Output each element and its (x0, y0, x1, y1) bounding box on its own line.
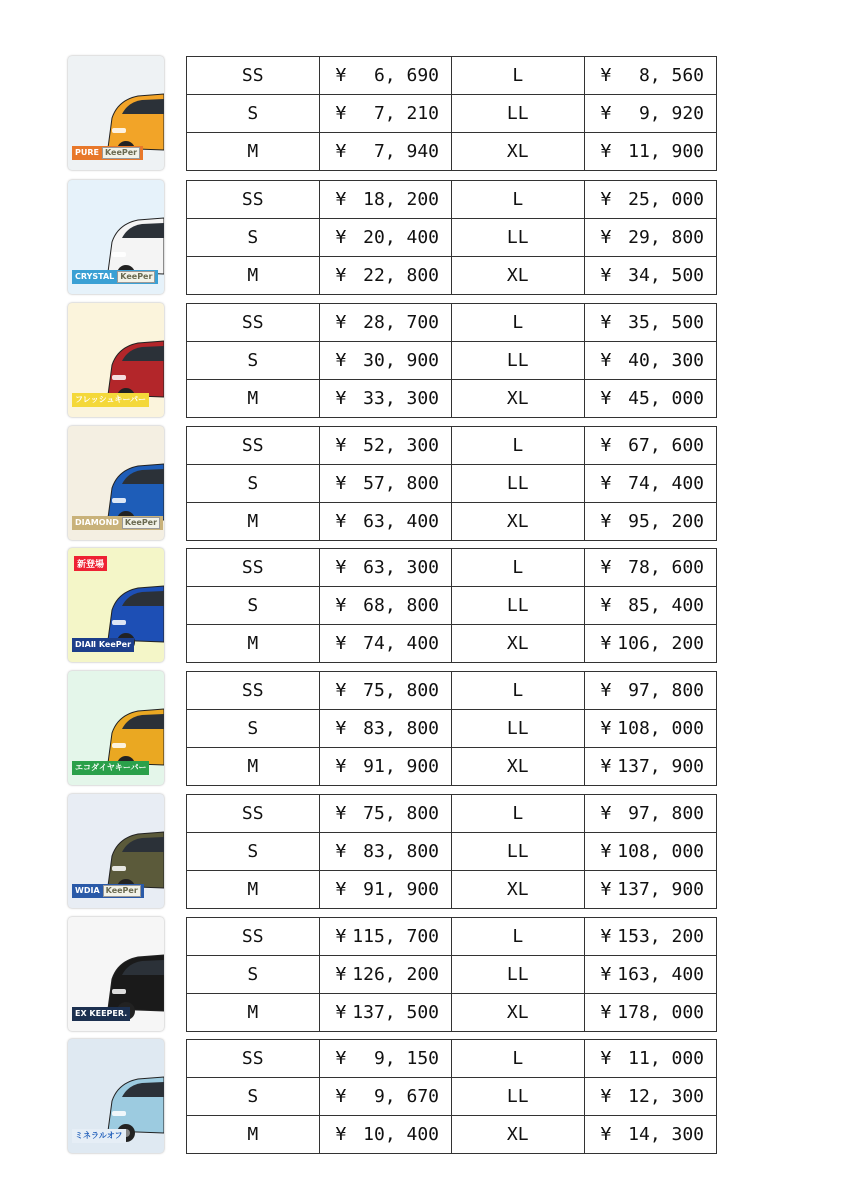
yen-sign: ¥ (600, 265, 612, 286)
car-thumbnail (68, 671, 164, 785)
yen-sign: ¥ (335, 103, 347, 124)
price-value: 95, 200 (628, 511, 704, 532)
yen-sign: ¥ (600, 350, 612, 371)
table-row (187, 795, 717, 833)
coating-label (72, 638, 134, 652)
size-cell: SS (187, 57, 320, 95)
size-cell: M (187, 133, 320, 171)
yen-sign: ¥ (600, 141, 612, 162)
price-value: 137, 500 (352, 1002, 439, 1023)
price-cell (319, 257, 452, 295)
price-value: 10, 400 (363, 1124, 439, 1145)
table-row (187, 380, 717, 418)
price-cell (584, 833, 717, 871)
yen-sign: ¥ (335, 803, 347, 824)
price-cell (319, 1078, 452, 1116)
price-cell (584, 219, 717, 257)
price-cell (319, 587, 452, 625)
price-value: 22, 800 (363, 265, 439, 286)
price-value: 30, 900 (363, 350, 439, 371)
yen-sign: ¥ (600, 1124, 612, 1145)
size-cell: S (187, 833, 320, 871)
price-cell (584, 465, 717, 503)
size-cell: LL (452, 219, 585, 257)
price-cell (584, 304, 717, 342)
table-row (187, 587, 717, 625)
size-cell: XL (452, 625, 585, 663)
size-cell: S (187, 95, 320, 133)
table-row (187, 672, 717, 710)
price-value: 6, 690 (373, 65, 439, 86)
price-cell (584, 95, 717, 133)
coating-block (68, 180, 728, 296)
price-value: 25, 000 (628, 189, 704, 210)
keeper-tag: KeePer (102, 147, 140, 159)
price-table (186, 303, 717, 418)
yen-sign: ¥ (335, 388, 347, 409)
price-value: 108, 000 (617, 718, 704, 739)
size-cell: M (187, 625, 320, 663)
yen-sign: ¥ (600, 718, 612, 739)
price-cell (319, 1116, 452, 1154)
coating-block (68, 1039, 728, 1155)
price-table (186, 917, 717, 1032)
price-cell (319, 95, 452, 133)
price-cell (319, 57, 452, 95)
yen-sign: ¥ (600, 803, 612, 824)
yen-sign: ¥ (335, 265, 347, 286)
price-cell (319, 503, 452, 541)
size-cell: LL (452, 465, 585, 503)
price-value: 108, 000 (617, 841, 704, 862)
coating-name: EX KEEPER. (75, 1009, 128, 1018)
coating-block (68, 56, 728, 172)
car-thumbnail (68, 548, 164, 662)
price-cell (319, 181, 452, 219)
table-row (187, 956, 717, 994)
size-cell: L (452, 181, 585, 219)
yen-sign: ¥ (335, 557, 347, 578)
price-cell (319, 833, 452, 871)
size-cell: S (187, 710, 320, 748)
table-row (187, 465, 717, 503)
price-cell (319, 549, 452, 587)
coating-label (72, 1007, 130, 1021)
size-cell: S (187, 1078, 320, 1116)
table-row (187, 257, 717, 295)
yen-sign: ¥ (600, 473, 612, 494)
yen-sign: ¥ (335, 141, 347, 162)
price-value: 74, 400 (363, 633, 439, 654)
table-row (187, 1078, 717, 1116)
price-value: 91, 900 (363, 879, 439, 900)
yen-sign: ¥ (600, 557, 612, 578)
yen-sign: ¥ (335, 65, 347, 86)
size-cell: L (452, 795, 585, 833)
size-cell: LL (452, 587, 585, 625)
price-cell (584, 625, 717, 663)
price-value: 137, 900 (617, 879, 704, 900)
size-cell: L (452, 549, 585, 587)
yen-sign: ¥ (335, 964, 347, 985)
coating-block (68, 548, 728, 664)
yen-sign: ¥ (600, 680, 612, 701)
size-cell: L (452, 918, 585, 956)
coating-block (68, 303, 728, 419)
car-thumbnail (68, 426, 164, 540)
car-thumbnail (68, 917, 164, 1031)
yen-sign: ¥ (600, 189, 612, 210)
table-row (187, 57, 717, 95)
price-value: 74, 400 (628, 473, 704, 494)
price-cell (319, 342, 452, 380)
coating-label (72, 146, 143, 160)
size-cell: XL (452, 1116, 585, 1154)
yen-sign: ¥ (335, 227, 347, 248)
price-cell (584, 918, 717, 956)
coating-name: フレッシュキーパー (75, 395, 147, 404)
yen-sign: ¥ (335, 1124, 347, 1145)
price-cell (319, 304, 452, 342)
size-cell: SS (187, 549, 320, 587)
size-cell: SS (187, 795, 320, 833)
coating-name: WDIA (75, 886, 100, 895)
price-value: 52, 300 (363, 435, 439, 456)
yen-sign: ¥ (600, 633, 612, 654)
size-cell: LL (452, 342, 585, 380)
price-value: 18, 200 (363, 189, 439, 210)
table-row (187, 342, 717, 380)
new-badge: 新登場 (74, 556, 107, 571)
price-value: 153, 200 (617, 926, 704, 947)
price-cell (319, 380, 452, 418)
table-row (187, 427, 717, 465)
size-cell: LL (452, 710, 585, 748)
coating-label (72, 884, 144, 898)
size-cell: L (452, 1040, 585, 1078)
price-table (186, 671, 717, 786)
price-value: 7, 210 (373, 103, 439, 124)
price-value: 83, 800 (363, 718, 439, 739)
table-row (187, 95, 717, 133)
yen-sign: ¥ (600, 595, 612, 616)
coating-label (72, 393, 149, 407)
size-cell: M (187, 503, 320, 541)
price-cell (319, 465, 452, 503)
yen-sign: ¥ (335, 756, 347, 777)
size-cell: SS (187, 672, 320, 710)
price-cell (319, 748, 452, 786)
yen-sign: ¥ (335, 841, 347, 862)
price-table (186, 426, 717, 541)
price-value: 68, 800 (363, 595, 439, 616)
car-thumbnail (68, 180, 164, 294)
size-cell: SS (187, 427, 320, 465)
price-value: 178, 000 (617, 1002, 704, 1023)
price-value: 20, 400 (363, 227, 439, 248)
table-row (187, 1040, 717, 1078)
yen-sign: ¥ (600, 388, 612, 409)
yen-sign: ¥ (335, 435, 347, 456)
keeper-tag: KeePer (103, 885, 141, 897)
keeper-tag: KeePer (117, 271, 155, 283)
coating-name: ミネラルオフ (75, 1131, 123, 1140)
price-value: 106, 200 (617, 633, 704, 654)
price-cell (584, 380, 717, 418)
price-cell (319, 1040, 452, 1078)
table-row (187, 1116, 717, 1154)
yen-sign: ¥ (335, 680, 347, 701)
car-thumbnail (68, 303, 164, 417)
car-thumbnail (68, 794, 164, 908)
price-value: 57, 800 (363, 473, 439, 494)
table-row (187, 549, 717, 587)
size-cell: L (452, 672, 585, 710)
price-cell (584, 956, 717, 994)
price-value: 163, 400 (617, 964, 704, 985)
size-cell: M (187, 1116, 320, 1154)
price-cell (319, 918, 452, 956)
size-cell: L (452, 57, 585, 95)
size-cell: L (452, 427, 585, 465)
yen-sign: ¥ (600, 756, 612, 777)
yen-sign: ¥ (335, 350, 347, 371)
yen-sign: ¥ (600, 964, 612, 985)
price-value: 11, 000 (628, 1048, 704, 1069)
price-cell (319, 795, 452, 833)
price-cell (319, 994, 452, 1032)
price-cell (584, 1078, 717, 1116)
price-cell (584, 181, 717, 219)
size-cell: SS (187, 1040, 320, 1078)
coating-block (68, 671, 728, 787)
table-row (187, 304, 717, 342)
price-value: 91, 900 (363, 756, 439, 777)
price-value: 34, 500 (628, 265, 704, 286)
size-cell: XL (452, 748, 585, 786)
size-cell: M (187, 871, 320, 909)
price-value: 9, 920 (638, 103, 704, 124)
yen-sign: ¥ (600, 103, 612, 124)
price-cell (319, 956, 452, 994)
yen-sign: ¥ (600, 312, 612, 333)
price-cell (584, 795, 717, 833)
size-cell: SS (187, 918, 320, 956)
coating-label (72, 270, 158, 284)
coating-block (68, 794, 728, 910)
size-cell: SS (187, 304, 320, 342)
price-value: 12, 300 (628, 1086, 704, 1107)
price-value: 40, 300 (628, 350, 704, 371)
price-cell (584, 587, 717, 625)
price-cell (584, 57, 717, 95)
yen-sign: ¥ (600, 435, 612, 456)
price-table (186, 180, 717, 295)
price-value: 78, 600 (628, 557, 704, 578)
price-value: 85, 400 (628, 595, 704, 616)
price-cell (584, 549, 717, 587)
coating-block (68, 917, 728, 1033)
coating-label (72, 516, 163, 530)
price-cell (319, 427, 452, 465)
size-cell: XL (452, 503, 585, 541)
yen-sign: ¥ (600, 1002, 612, 1023)
yen-sign: ¥ (600, 841, 612, 862)
price-cell (584, 672, 717, 710)
yen-sign: ¥ (335, 879, 347, 900)
price-table (186, 548, 717, 663)
size-cell: S (187, 342, 320, 380)
price-value: 9, 150 (373, 1048, 439, 1069)
size-cell: M (187, 748, 320, 786)
price-cell (584, 1040, 717, 1078)
yen-sign: ¥ (600, 227, 612, 248)
yen-sign: ¥ (335, 718, 347, 739)
table-row (187, 219, 717, 257)
price-cell (319, 710, 452, 748)
yen-sign: ¥ (335, 511, 347, 532)
yen-sign: ¥ (335, 1048, 347, 1069)
table-row (187, 871, 717, 909)
coating-block (68, 426, 728, 542)
coating-name: PURE (75, 148, 99, 157)
price-value: 45, 000 (628, 388, 704, 409)
price-value: 7, 940 (373, 141, 439, 162)
car-thumbnail (68, 56, 164, 170)
yen-sign: ¥ (335, 473, 347, 494)
coating-name: エコダイヤキーパー (75, 763, 147, 772)
yen-sign: ¥ (600, 1048, 612, 1069)
keeper-tag: KeePer (122, 517, 160, 529)
size-cell: LL (452, 956, 585, 994)
price-cell (584, 427, 717, 465)
table-row (187, 710, 717, 748)
price-value: 97, 800 (628, 803, 704, 824)
price-value: 75, 800 (363, 803, 439, 824)
yen-sign: ¥ (335, 926, 347, 947)
table-row (187, 994, 717, 1032)
size-cell: M (187, 380, 320, 418)
size-cell: S (187, 219, 320, 257)
table-row (187, 833, 717, 871)
price-value: 137, 900 (617, 756, 704, 777)
price-value: 8, 560 (638, 65, 704, 86)
coating-name: CRYSTAL (75, 272, 115, 281)
size-cell: M (187, 994, 320, 1032)
size-cell: S (187, 956, 320, 994)
size-cell: XL (452, 994, 585, 1032)
price-cell (584, 871, 717, 909)
price-value: 14, 300 (628, 1124, 704, 1145)
price-cell (319, 133, 452, 171)
price-value: 29, 800 (628, 227, 704, 248)
size-cell: S (187, 587, 320, 625)
price-value: 75, 800 (363, 680, 439, 701)
yen-sign: ¥ (600, 511, 612, 532)
car-thumbnail (68, 1039, 164, 1153)
price-cell (584, 503, 717, 541)
price-cell (584, 1116, 717, 1154)
size-cell: XL (452, 380, 585, 418)
yen-sign: ¥ (600, 1086, 612, 1107)
size-cell: S (187, 465, 320, 503)
size-cell: LL (452, 1078, 585, 1116)
coating-name: DIAMOND (75, 518, 119, 527)
size-cell: SS (187, 181, 320, 219)
yen-sign: ¥ (335, 1086, 347, 1107)
size-cell: XL (452, 257, 585, 295)
price-value: 115, 700 (352, 926, 439, 947)
price-value: 9, 670 (373, 1086, 439, 1107)
price-cell (584, 342, 717, 380)
price-value: 126, 200 (352, 964, 439, 985)
price-value: 63, 400 (363, 511, 439, 532)
price-cell (319, 625, 452, 663)
price-cell (584, 133, 717, 171)
price-cell (584, 748, 717, 786)
table-row (187, 181, 717, 219)
price-table (186, 1039, 717, 1154)
price-cell (319, 672, 452, 710)
price-value: 97, 800 (628, 680, 704, 701)
size-cell: L (452, 304, 585, 342)
price-table (186, 794, 717, 909)
price-table (186, 56, 717, 171)
price-value: 63, 300 (363, 557, 439, 578)
price-value: 28, 700 (363, 312, 439, 333)
table-row (187, 625, 717, 663)
price-cell (319, 219, 452, 257)
yen-sign: ¥ (335, 595, 347, 616)
size-cell: XL (452, 871, 585, 909)
size-cell: XL (452, 133, 585, 171)
table-row (187, 748, 717, 786)
yen-sign: ¥ (335, 633, 347, 654)
table-row (187, 133, 717, 171)
yen-sign: ¥ (600, 65, 612, 86)
price-value: 35, 500 (628, 312, 704, 333)
yen-sign: ¥ (600, 926, 612, 947)
price-cell (584, 710, 717, 748)
price-value: 33, 300 (363, 388, 439, 409)
size-cell: LL (452, 95, 585, 133)
table-row (187, 918, 717, 956)
yen-sign: ¥ (335, 312, 347, 333)
table-row (187, 503, 717, 541)
price-value: 67, 600 (628, 435, 704, 456)
size-cell: M (187, 257, 320, 295)
yen-sign: ¥ (335, 189, 347, 210)
price-cell (319, 871, 452, 909)
size-cell: LL (452, 833, 585, 871)
coating-label (72, 761, 149, 775)
price-value: 11, 900 (628, 141, 704, 162)
coating-name: DIAⅡ KeePer (75, 640, 132, 649)
coating-label (72, 1129, 126, 1143)
yen-sign: ¥ (600, 879, 612, 900)
price-cell (584, 257, 717, 295)
yen-sign: ¥ (335, 1002, 347, 1023)
price-cell (584, 994, 717, 1032)
price-value: 83, 800 (363, 841, 439, 862)
